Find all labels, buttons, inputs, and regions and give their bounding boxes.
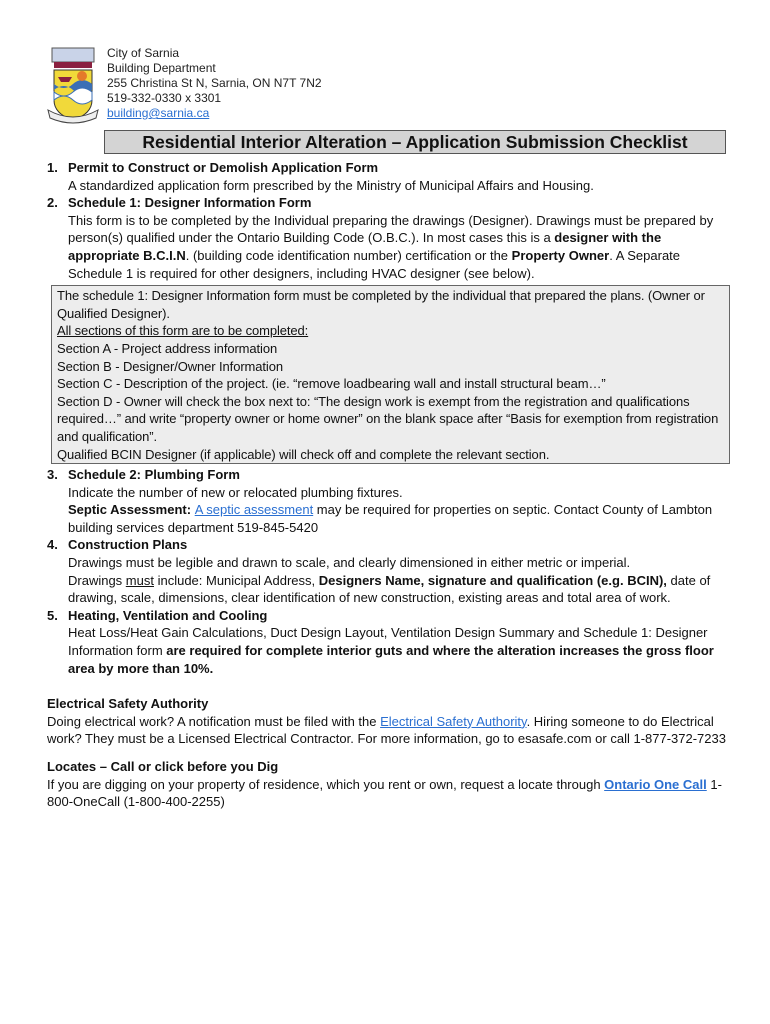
item-content — [68, 194, 732, 282]
text-run: 1-800-OneCall (1-800-400-2255) — [47, 776, 722, 810]
box-line: Qualified BCIN Designer (if applicable) will check off and complete the relevant section. — [57, 446, 550, 462]
esa-heading: Electrical Safety Authority — [47, 696, 209, 712]
text-run: Septic Assessment: — [68, 502, 195, 518]
checklist-item — [47, 536, 732, 606]
department-address-block — [107, 46, 322, 121]
department-name: Building Department — [107, 61, 216, 75]
text-run: date of drawing, scale, dimensions, clear identification of new construction, existing areas and total area of work. — [68, 572, 711, 606]
item-heading: Schedule 2: Plumbing Form — [68, 467, 240, 483]
text-run: Property Owner — [511, 247, 610, 263]
text-run: designer with the appropriate B.C.I.N — [68, 230, 662, 263]
inline-link[interactable]: Ontario One Call — [604, 776, 707, 792]
schedule-1-info-box — [51, 285, 730, 464]
text-run: Doing electrical work? A notification must be filed with the — [47, 713, 381, 729]
item-content — [68, 159, 732, 194]
item-heading: Schedule 1: Designer Information Form — [68, 195, 312, 211]
text-run: Heat Loss/Heat Gain Calculations, Duct Design Layout, Ventilation Design Summary and Schedule 1: Designer Information form — [68, 625, 708, 659]
box-line: Section D - Owner will check the box next to: “The design work is exempt from the registration and qualifications required…” and write “property owner or home owner” on the blank space after “Basis for exemption from registration and qualification”. — [57, 393, 719, 444]
item-number: 3. — [47, 467, 58, 483]
box-line: Section B - Designer/Owner Information — [57, 358, 283, 374]
item-description — [68, 624, 732, 677]
text-run: may be required for properties on septic. Contact County of Lambton building services department 519-845-5420 — [68, 502, 713, 535]
item-heading: Construction Plans — [68, 537, 188, 553]
inline-link[interactable]: A septic assessment — [194, 502, 314, 518]
text-run: . Hiring someone to do Electrical work? They must be a Licensed Electrical Contractor. For more information, go to esasafe.com or call 1-877-372-7233 — [47, 713, 726, 747]
item-description — [68, 484, 732, 537]
email-link[interactable]: building@sarnia.ca — [107, 106, 210, 120]
esa-paragraph — [47, 713, 732, 748]
item-description — [68, 554, 732, 607]
item-description — [68, 177, 732, 195]
text-run: . A Separate Schedule 1 is required for other designers, including HVAC designer (see below). — [68, 247, 681, 281]
item-description — [68, 212, 732, 282]
item-number: 2. — [47, 195, 58, 211]
item-content — [68, 536, 732, 606]
checklist-item — [47, 607, 732, 677]
text-run: If you are digging on your property of residence, which you rent or own, request a locate through — [47, 776, 605, 792]
box-line: All sections of this form are to be completed: — [57, 323, 309, 339]
checklist-body — [47, 159, 732, 811]
text-run: Drawings — [68, 572, 126, 588]
item-number: 1. — [47, 160, 58, 175]
text-run: This form is to be completed by the Individual preparing the drawings (Designer). Drawings must be prepared by person(s) qualified under the Ontario Building Code (O.B.C.). In most cases this is a — [68, 212, 714, 246]
text-run: are required for complete interior guts and where the alteration increases the gross floor area by more than 10%. — [68, 643, 714, 676]
text-run: Designers Name, signature and qualification (e.g. BCIN), — [318, 572, 667, 588]
checklist-item — [47, 466, 732, 536]
page-title: Residential Interior Alteration – Application Submission Checklist — [104, 130, 726, 154]
city-crest-logo — [46, 44, 100, 128]
text-run: must — [125, 572, 154, 588]
item-heading: Permit to Construct or Demolish Application Form — [68, 160, 379, 175]
item-content — [68, 607, 732, 677]
text-run: . (building code identification number) certification or the — [185, 247, 512, 263]
item-content — [68, 466, 732, 536]
checklist-item — [47, 159, 732, 194]
item-number: 4. — [47, 537, 58, 553]
locates-paragraph — [47, 776, 732, 811]
item-heading: Heating, Ventilation and Cooling — [68, 607, 268, 623]
text-run: Drawings must be legible and drawn to scale, and clearly dimensioned in either metric or imperial. — [68, 555, 631, 571]
locates-heading: Locates – Call or click before you Dig — [47, 759, 279, 774]
text-run: include: Municipal Address, — [153, 572, 319, 588]
phone-number: 519-332-0330 x 3301 — [107, 91, 222, 105]
inline-link[interactable]: Electrical Safety Authority — [380, 713, 527, 729]
box-line: Section C - Description of the project. (ie. “remove loadbearing wall and install structural beam…” — [57, 376, 606, 392]
street-address: 255 Christina St N, Sarnia, ON N7T 7N2 — [107, 76, 322, 90]
text-run: A standardized application form prescribed by the Ministry of Municipal Affairs and Housing. — [68, 177, 594, 193]
org-name: City of Sarnia — [107, 46, 180, 60]
text-run: Indicate the number of new or relocated plumbing fixtures. — [68, 484, 403, 500]
box-line: The schedule 1: Designer Information form must be completed by the individual that prepared the plans. (Owner or Qualified Designer). — [57, 288, 705, 321]
checklist-item — [47, 194, 732, 282]
box-line: Section A - Project address information — [57, 340, 278, 356]
item-number: 5. — [47, 607, 58, 623]
